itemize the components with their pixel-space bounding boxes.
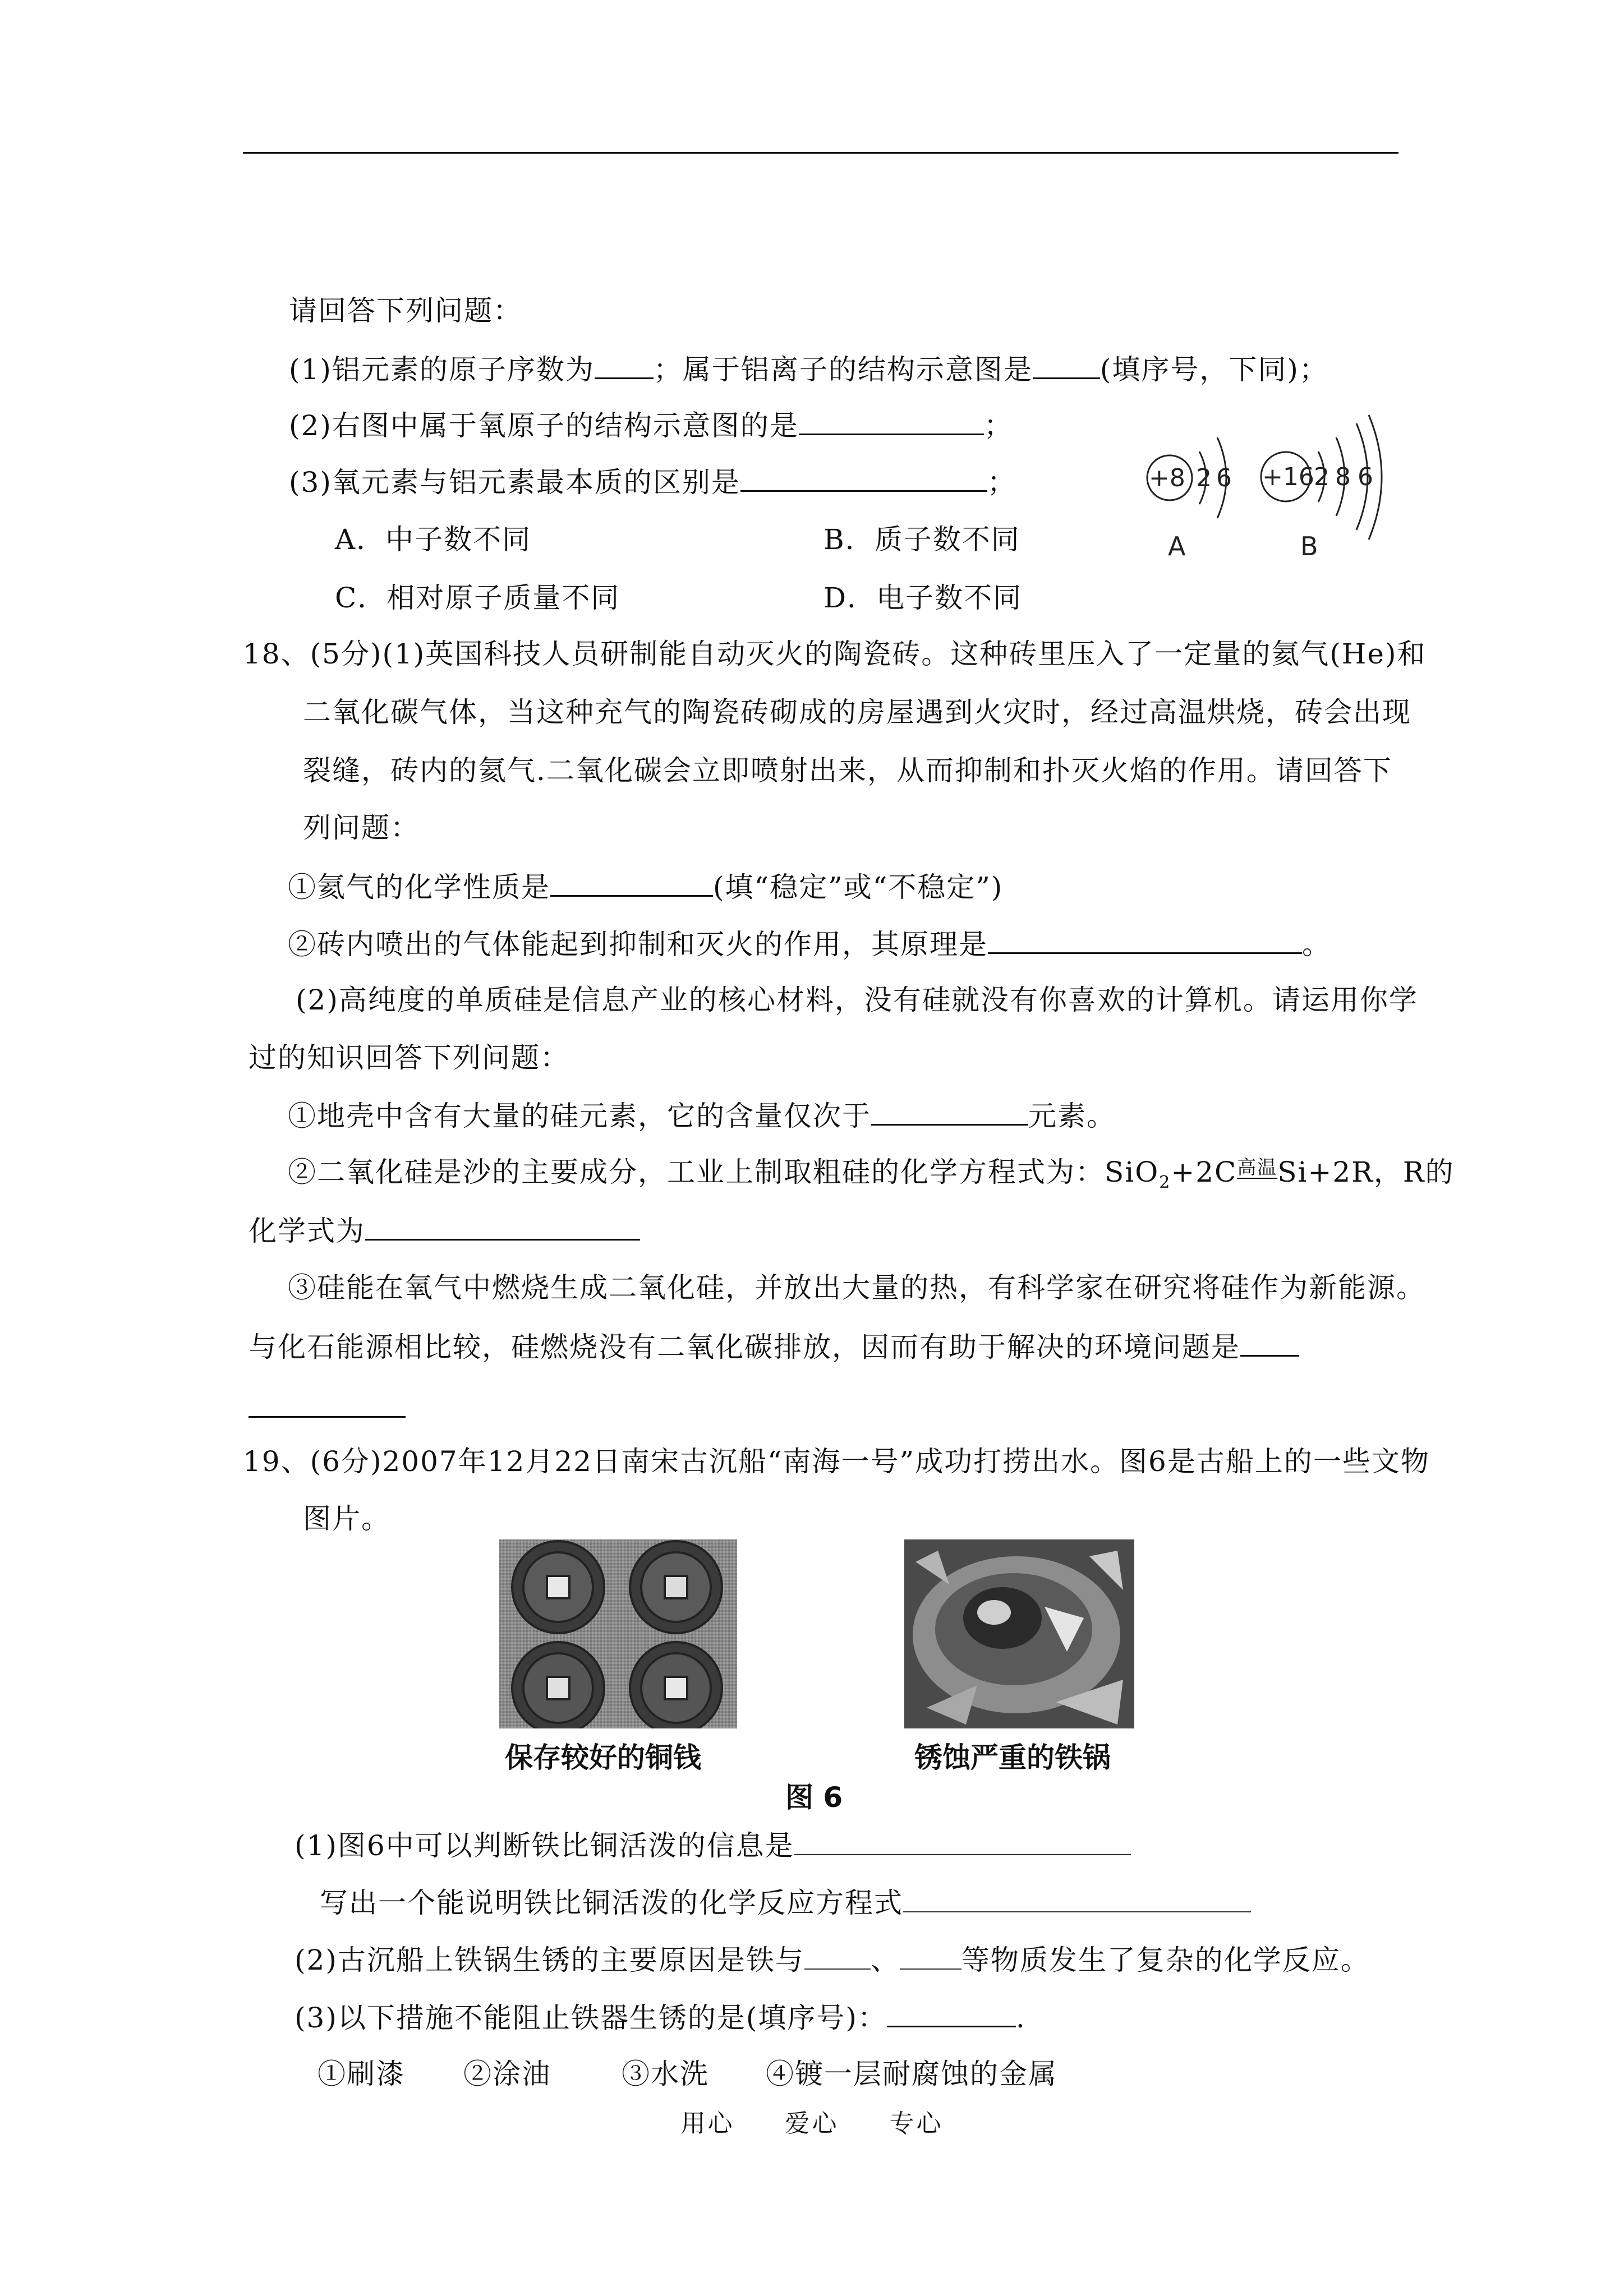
q18-sub2: ②砖内喷出的气体能起到抑制和灭火的作用，其原理是 。 [288,926,1331,961]
q18-line2: 二氧化碳气体，当这种充气的陶瓷砖砌成的房屋遇到火灾时，经过高温烘烧，砖会出现 [303,696,1411,729]
q19-sub1b: 写出一个能说明铁比铜活泼的化学反应方程式 [320,1885,1251,1920]
diagram-b-label: B [1300,531,1318,561]
q18-sub4-line2: 化学式为 [249,1213,640,1248]
q18-sub4-line1: ②二氧化硅是沙的主要成分，工业上制取粗硅的化学方程式为：SiO$_2$+2C高温Si+2R，R的 [288,1156,1455,1192]
q19-option-4: ④镀一层耐腐蚀的金属 [766,2058,1057,2090]
answer-blank[interactable] [804,1943,871,1970]
q17-part2: (2)右图中属于氧原子的结构示意图的是 ； [289,408,1013,442]
diagram-a-shell: 2 [1196,464,1212,492]
answer-blank[interactable] [887,2000,1016,2027]
diagram-a-nucleus: +8 [1149,464,1185,492]
q18-part2-line1: (2)高纯度的单质硅是信息产业的核心材料，没有硅就没有你喜欢的计算机。请运用你学 [296,984,1418,1016]
copper-coins-photo [499,1539,737,1728]
diagram-a [1147,437,1232,561]
answer-blank[interactable] [871,1098,1028,1126]
q18-sub5-line2: 与化石能源相比较，硅燃烧没有二氧化碳排放，因而有助于解决的环境问题是 [249,1329,1299,1364]
answer-blank[interactable] [799,408,984,435]
footer-text: 专心 [889,2109,944,2138]
answer-blank[interactable] [595,352,654,379]
diagram-b-shell: 6 [1358,463,1373,491]
diagram-b-shell: 2 [1314,463,1329,491]
q18-part2-line2: 过的知识回答下列问题： [249,1041,569,1074]
caption-iron-pot: 锈蚀严重的铁锅 [914,1741,1111,1774]
diagram-a-shell: 6 [1216,464,1232,492]
answer-blank[interactable] [903,1885,1251,1912]
reaction-condition: 高温 [1237,1156,1278,1179]
page-footer [0,2103,1624,2139]
q18-sub3: ①地壳中含有大量的硅元素，它的含量仅次于 元素。 [288,1098,1116,1133]
option-d: D．电子数不同 [823,582,1023,614]
option-a: A．中子数不同 [335,523,532,556]
q19-option-1: ①刷漆 [318,2058,405,2090]
header-rule [243,152,1398,154]
figure-label: 图 6 [785,1781,843,1814]
q19-option-3: ③水洗 [622,2058,709,2090]
q18-line4: 列问题： [303,812,420,844]
q18-line1: 18、(5分)(1)英国科技人员研制能自动灭火的陶瓷砖。这种砖里压入了一定量的氦气(He)和 [243,638,1427,670]
q19-sub3: (3)以下措施不能阻止铁器生锈的是(填序号)： . [295,2000,1026,2035]
q19-line1: 19、(6分)2007年12月22日南宋古沉船“南海一号”成功打捞出水。图6是古船上的一些文物 [243,1445,1430,1478]
q19-sub1: (1)图6中可以判断铁比铜活泼的信息是 [295,1828,1131,1862]
answer-blank[interactable] [740,464,987,492]
option-b: B．质子数不同 [823,523,1020,556]
caption-copper-coins: 保存较好的铜钱 [505,1741,701,1774]
option-c: C．相对原子质量不同 [335,582,620,614]
answer-blank[interactable] [794,1828,1131,1855]
answer-blank[interactable] [1240,1329,1299,1357]
diagram-b-shell: 8 [1335,463,1351,491]
q18-sub1: ①氦气的化学性质是 (填“稳定”或“不稳定”) [288,869,1003,904]
q17-part3: (3)氧元素与铝元素最本质的区别是 ； [289,464,1016,499]
diagram-a-label: A [1168,531,1186,561]
q19-sub2: (2)古沉船上铁锅生锈的主要原因是铁与 、 等物质发生了复杂的化学反应。 [295,1944,1370,1976]
answer-blank[interactable] [365,1213,640,1241]
atomic-structure-diagrams [1133,393,1402,572]
rusted-iron-pot-photo [904,1539,1134,1728]
q18-sub5-line1: ③硅能在氧气中燃烧生成二氧化硅，并放出大量的热，有科学家在研究将硅作为新能源。 [288,1271,1425,1304]
diagram-b-nucleus: +16 [1262,463,1314,491]
footer-text: 爱心 [785,2109,839,2138]
q18-line3: 裂缝，砖内的氦气.二氧化碳会立即喷射出来，从而抑制和扑灭火焰的作用。请回答下 [303,754,1392,787]
intro-text: 请回答下列问题： [289,294,522,327]
answer-blank[interactable] [1033,352,1100,379]
q19-option-2: ②涂油 [463,2058,551,2090]
q19-line2: 图片。 [303,1502,390,1535]
answer-blank[interactable] [900,1943,961,1970]
answer-blank[interactable] [988,926,1302,954]
answer-blank-continued[interactable] [249,1416,406,1418]
answer-blank[interactable] [550,869,713,897]
diagram-b [1261,415,1382,561]
footer-text: 用心 [680,2109,735,2138]
q17-part1: (1)铝元素的原子序数为 ；属于铝离子的结构示意图是 (填序号，下同)； [289,352,1328,386]
